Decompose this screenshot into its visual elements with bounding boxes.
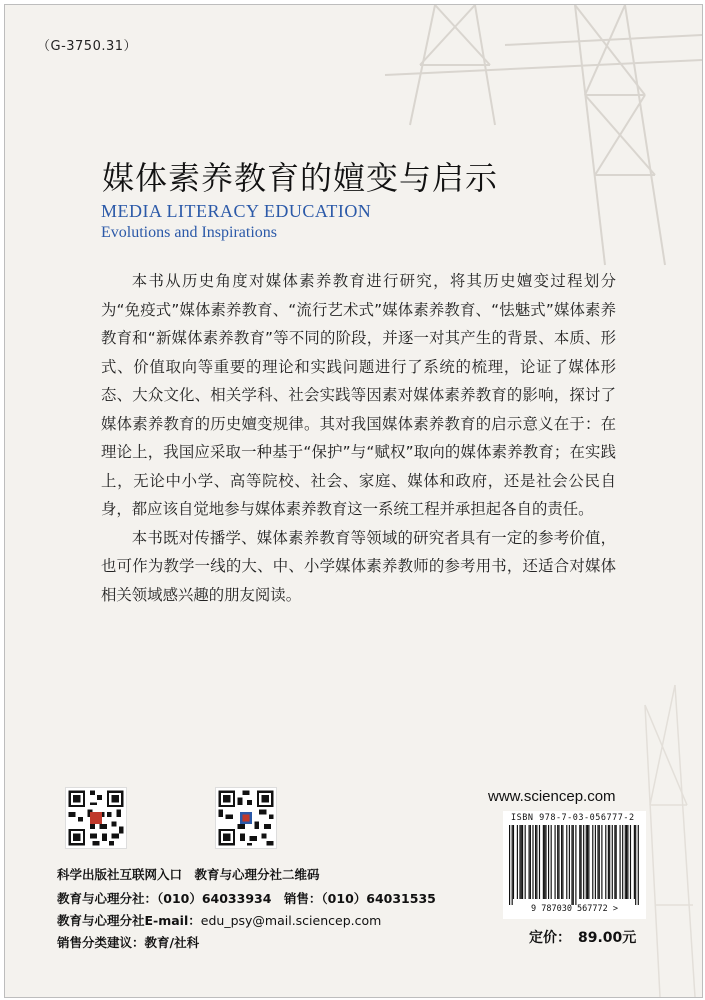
publisher-email-line <box>57 911 381 929</box>
barcode-bars <box>509 825 639 905</box>
isbn-number: ISBN 978-7-03-056777-2 <box>511 813 635 823</box>
book-title-chinese: 媒体素养教育的嬗变与启示 <box>102 159 499 197</box>
abstract-paragraph: 本书从历史角度对媒体素养教育进行研究，将其历史嬗变过程划分为“免疫式”媒体素养教育、“流行艺术式”媒体素养教育、“怯魅式”媒体素养教育和“新媒体素养教育”等不同的阶段，并逐一对其产生的背景、本质、形式、价值取向等重要的理论和实践问题进行了系统的梳理，论证了媒体形态、大众文化、相关学科、社会实践等因素对媒体素养教育的影响，探讨了媒体素养教育的历史嬗变规律。其对我国媒体素养教育的启示意义在于：在理论上，我国应采取一种基于“保护”与“赋权”取向的媒体素养教育；在实践上，无论中小学、高等院校、社会、家庭、媒体和政府，还是社会公民自身，都应该自觉地参与媒体素养教育这一系统工程并承担起各自的责任。 <box>101 272 616 518</box>
qr-code-caption: 科学出版社互联网入口 教育与心理分社二维码 <box>57 867 320 882</box>
publisher-website-qr-code <box>65 787 127 849</box>
book-title-english: MEDIA LITERACY EDUCATION <box>101 201 372 221</box>
classification-code: （G-3750.31） <box>37 39 138 54</box>
publisher-website: www.sciencep.com <box>488 788 616 805</box>
book-back-cover <box>4 4 703 998</box>
publisher-phone-numbers: 教育与心理分社：（010）64033934 销售：（010）64031535 <box>57 891 436 906</box>
email-label: 教育与心理分社E-mail： <box>57 913 201 928</box>
sales-category: 销售分类建议：教育/社科 <box>57 935 200 950</box>
division-qr-code <box>215 787 277 849</box>
abstract-paragraph: 本书既对传播学、媒体素养教育等领域的研究者具有一定的参考价值，也可作为教学一线的大、中、小学媒体素养教师的参考用书，还适合对媒体相关领域感兴趣的朋友阅读。 <box>101 528 616 604</box>
book-abstract <box>101 267 616 609</box>
book-subtitle-english: Evolutions and Inspirations <box>101 224 277 241</box>
isbn-barcode <box>503 811 646 919</box>
ean-number: 9 787030 567772 > <box>531 904 618 914</box>
email-address: edu_psy@mail.sciencep.com <box>200 913 382 928</box>
book-price: 定价： 89.00元 <box>529 930 637 946</box>
